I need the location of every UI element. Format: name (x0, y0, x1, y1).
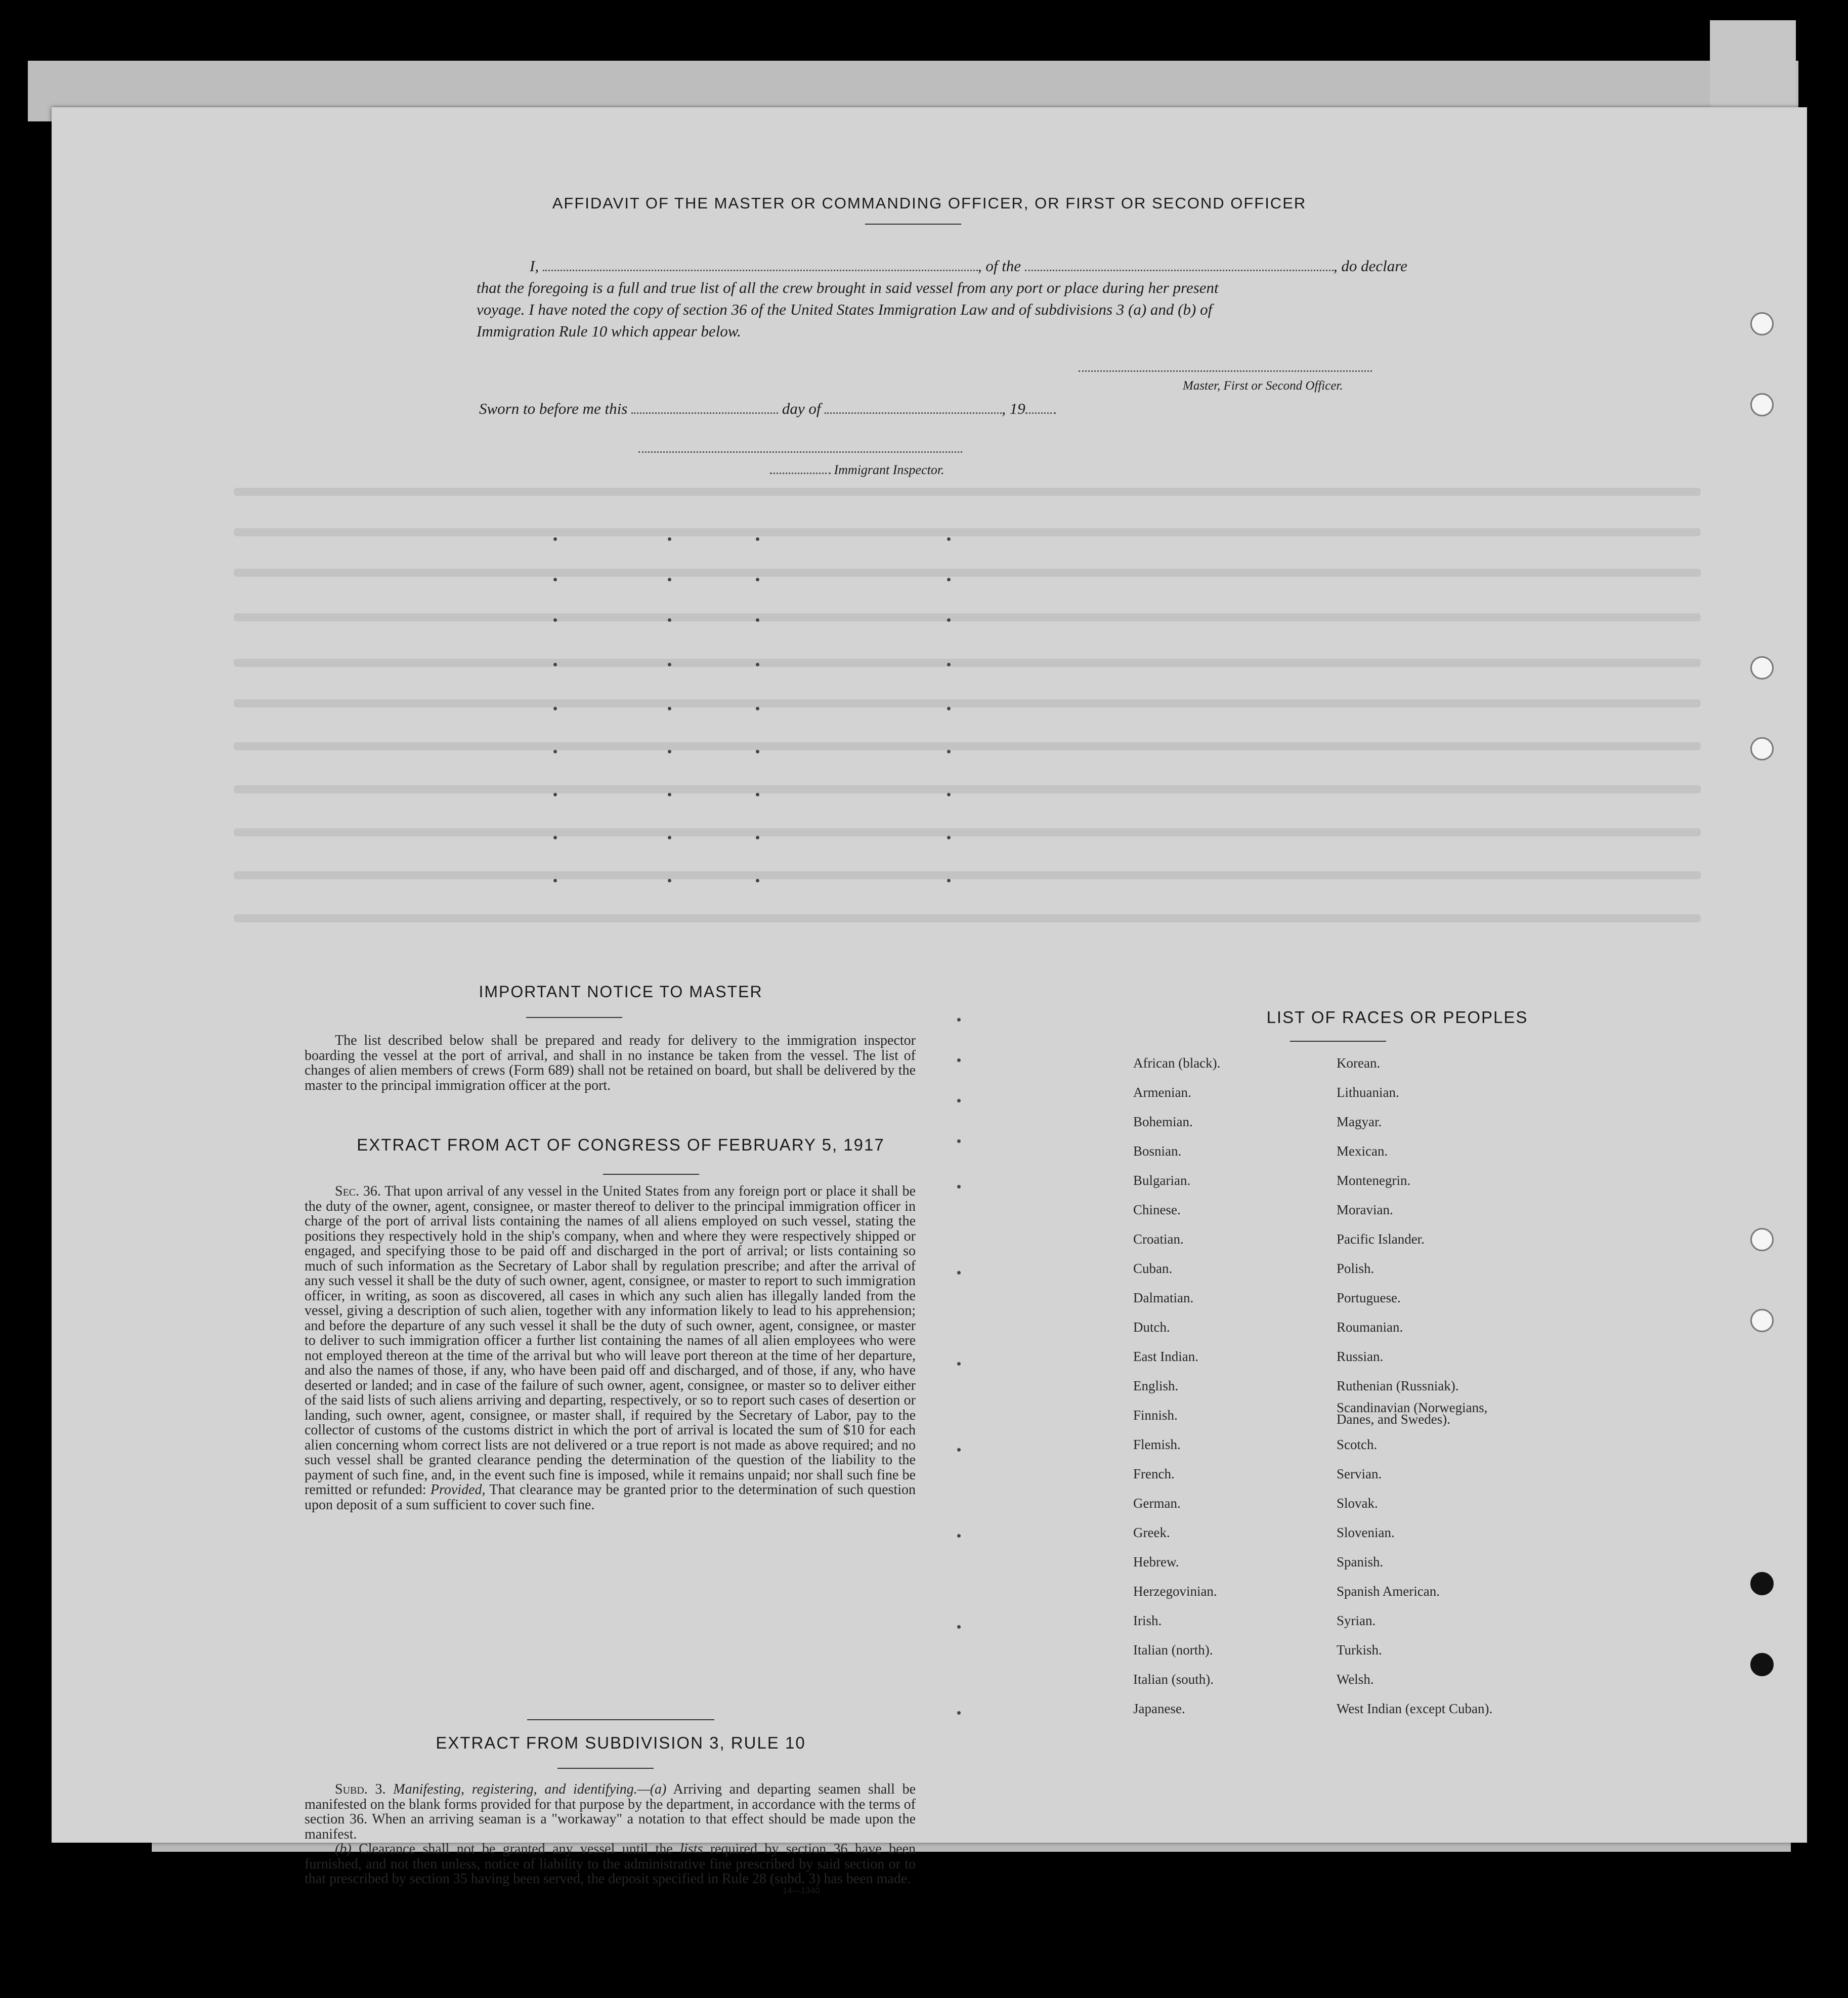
race-item: Herzegovinian. (1133, 1584, 1217, 1599)
bleed-through-row (234, 914, 1701, 922)
race-item: French. (1133, 1466, 1175, 1481)
speck-mark (957, 1271, 961, 1274)
affidavit-line-1: I, , of the , do declare (530, 257, 1407, 275)
race-item: Scandinavian (Norwegians, Danes, and Swedes). (1337, 1400, 1488, 1427)
speck-mark (957, 1625, 961, 1629)
race-item: Spanish. (1337, 1554, 1384, 1569)
act-title: EXTRACT FROM ACT OF CONGRESS OF FEBRUARY 5, 1917 (357, 1135, 885, 1154)
speck-mark (553, 836, 557, 839)
speck-mark (957, 1139, 961, 1143)
races-title: LIST OF RACES OR PEOPLES (1266, 1008, 1528, 1027)
speck-mark (756, 707, 759, 710)
inspector-signature-field[interactable] (638, 451, 962, 453)
race-item: Moravian. (1337, 1202, 1393, 1217)
race-item: Bosnian. (1133, 1143, 1182, 1159)
vessel-name-field[interactable] (1025, 270, 1334, 271)
speck-mark (756, 879, 759, 882)
race-item: Korean. (1337, 1055, 1381, 1071)
speck-mark (668, 707, 671, 710)
bleed-through-row (234, 659, 1701, 667)
race-item: Finnish. (1133, 1408, 1178, 1423)
punch-hole-icon (1750, 312, 1774, 335)
speck-mark (553, 618, 557, 622)
race-item: Roumanian. (1337, 1320, 1403, 1335)
punch-hole-icon (1750, 1572, 1774, 1595)
speck-mark (957, 1058, 961, 1062)
race-item: German. (1133, 1496, 1181, 1511)
speck-mark (756, 537, 759, 541)
speck-mark (668, 879, 671, 882)
act-section-36: Sec. 36. That upon arrival of any vessel in the United States from any foreign port or place it shall be the duty of the owner, agent, consignee, or master thereof to deliver to the principal immigration officer in charge of the port of arrival lists containing the names of all aliens employed on such vessel, stating the positions they respectively hold in the ship's company, when and where they were respectively shipped or engaged, and specifying those to be paid off and discharged in the port of arrival; or lists containing so much of such information as the Secretary of Labor shall by regulation prescribe; and after the arrival of any such vessel it shall be the duty of such owner, agent, consignee, or master to report to such immigration officer, in writing, as soon as discovered, all cases in which any such alien has illegally landed from the vessel, giving a description of such alien, together with any information likely to lead to his apprehension; and before the departure of any such vessel it shall be the duty of such owner, agent, consignee, or master to deliver to such immigration officer a further list containing the names of all alien employees who were not employed thereon at the time of the arrival but who will leave port thereon at the time of her departure, and also the names of those, if any, who have been paid off and discharged, and of those, if any, who have deserted or landed; and in case of the failure of such owner, agent, consignee, or master so to deliver either of the said lists of such aliens arriving and departing, respectively, or so to report such cases of desertion or landing, such owner, agent, consignee, or master shall, if required by the Secretary of Labor, pay to the collector of customs of the customs district in which the port of arrival is located the sum of $10 for each alien concerning whom correct lists are not delivered or a true report is not made as above required; and no such vessel shall be granted clearance pending the determination of the question of the liability to the payment of such fine, and, in the event such fine is imposed, while it remains unpaid; nor shall such fine be remitted or refunded: Provided, That clearance may be granted prior to the determination of such question upon deposit of a sum sufficient to cover such fine. (305, 1183, 916, 1513)
speck-mark (947, 663, 951, 666)
race-item: Portuguese. (1337, 1290, 1401, 1305)
speck-mark (668, 750, 671, 753)
race-item: East Indian. (1133, 1349, 1198, 1364)
race-item: Pacific Islander. (1337, 1231, 1425, 1247)
race-item: Bulgarian. (1133, 1173, 1191, 1188)
speck-mark (756, 750, 759, 753)
race-item: Turkish. (1337, 1642, 1382, 1657)
rule-subdivision-3: Subd. 3. Manifesting, registering, and identifying.—(a) Arriving and departing seamen shall be manifested on the blank forms provided for that purpose by the department, in accordance with the terms of section 36. When an arriving seaman is a "workaway" a notation to that effect should be made upon the manifest. (b) Clearance shall not be granted any vessel until the lists required by section 36 have been furnished, and not then unless, notice of liability to the administrative fine prescribed by said section or to that prescribed by section 35 having been served, the deposit specified in Rule 28 (subd. 3) has been made. (305, 1781, 916, 1887)
race-item: Lithuanian. (1337, 1085, 1399, 1100)
race-item: Dutch. (1133, 1320, 1170, 1335)
speck-mark (947, 793, 951, 796)
affidavit-line-3: voyage. I have noted the copy of section 36 of the United States Immigration Law and of subdivisions 3 (a) and (b) of (477, 301, 1213, 318)
punch-hole-icon (1750, 1653, 1774, 1676)
affidavit-title-rule (865, 224, 961, 225)
race-item: Syrian. (1337, 1613, 1376, 1628)
bleed-through-row (234, 785, 1701, 793)
race-item: Mexican. (1337, 1143, 1388, 1159)
speck-mark (756, 618, 759, 622)
speck-mark (553, 879, 557, 882)
race-item: African (black). (1133, 1055, 1221, 1071)
speck-mark (756, 793, 759, 796)
race-item: Slovenian. (1337, 1525, 1395, 1540)
race-item: Croatian. (1133, 1231, 1184, 1247)
bleed-through-row (234, 528, 1701, 536)
race-item: Dalmatian. (1133, 1290, 1194, 1305)
act-end-rule (527, 1719, 714, 1720)
master-name-field[interactable] (543, 270, 978, 271)
race-item: Chinese. (1133, 1202, 1181, 1217)
race-item: Hebrew. (1133, 1554, 1179, 1569)
punch-hole-icon (1750, 737, 1774, 760)
speck-mark (957, 1711, 961, 1715)
speck-mark (756, 836, 759, 839)
speck-mark (957, 1362, 961, 1366)
speck-mark (553, 578, 557, 581)
race-item: Servian. (1337, 1466, 1382, 1481)
speck-mark (957, 1185, 961, 1188)
race-item: Spanish American. (1337, 1584, 1440, 1599)
speck-mark (553, 707, 557, 710)
race-item: Ruthenian (Russniak). (1337, 1378, 1459, 1393)
notice-text: The list described below shall be prepared and ready for delivery to the immigration inspector boarding the vessel at the port of arrival, and shall in no instance be taken from the vessel. The list of changes of alien members of crews (Form 689) shall not be retained on board, but shall be delivered by the master to the principal immigration officer at the port. (305, 1033, 916, 1093)
speck-mark (957, 1099, 961, 1102)
speck-mark (957, 1534, 961, 1538)
races-list (1133, 1056, 1639, 1724)
speck-mark (947, 836, 951, 839)
speck-mark (553, 793, 557, 796)
speck-mark (756, 663, 759, 666)
master-signature-label: Master, First or Second Officer. (1183, 379, 1343, 393)
rule-title: EXTRACT FROM SUBDIVISION 3, RULE 10 (436, 1733, 806, 1752)
bleed-through-row (234, 871, 1701, 879)
notice-title: IMPORTANT NOTICE TO MASTER (479, 983, 763, 1001)
race-item: Scotch. (1337, 1437, 1378, 1452)
sworn-day-field[interactable] (631, 412, 778, 414)
sworn-year-field[interactable] (1025, 412, 1056, 414)
speck-mark (668, 663, 671, 666)
speck-mark (947, 750, 951, 753)
race-item: English. (1133, 1378, 1179, 1393)
race-item: Montenegrin. (1337, 1173, 1411, 1188)
race-item: Irish. (1133, 1613, 1162, 1628)
notice-title-rule (526, 1017, 622, 1018)
punch-hole-icon (1750, 393, 1774, 416)
speck-mark (668, 578, 671, 581)
race-item: Magyar. (1337, 1114, 1382, 1129)
sworn-line: Sworn to before me this day of , 19 (479, 400, 1056, 418)
sworn-month-field[interactable] (825, 412, 1002, 414)
speck-mark (756, 578, 759, 581)
sec-36-label: Sec. 36. (335, 1183, 381, 1199)
speck-mark (957, 1018, 961, 1022)
rule-title-rule (557, 1768, 654, 1769)
affidavit-text (477, 255, 1453, 342)
race-item: Italian (north). (1133, 1642, 1213, 1657)
race-item: Flemish. (1133, 1437, 1181, 1452)
speck-mark (947, 879, 951, 882)
bleed-through-row (234, 569, 1701, 577)
bleed-through-row (234, 699, 1701, 707)
speck-mark (947, 578, 951, 581)
act-title-rule (603, 1174, 699, 1175)
race-item: Japanese. (1133, 1701, 1185, 1716)
bleed-through-row (234, 742, 1701, 750)
bleed-through-row (234, 828, 1701, 836)
speck-mark (553, 663, 557, 666)
speck-mark (668, 836, 671, 839)
race-item: Polish. (1337, 1261, 1374, 1276)
punch-hole-icon (1750, 1228, 1774, 1251)
affidavit-title: AFFIDAVIT OF THE MASTER OR COMMANDING OFFICER, OR FIRST OR SECOND OFFICER (552, 194, 1307, 212)
races-title-rule (1290, 1041, 1386, 1042)
race-item: Welsh. (1337, 1672, 1374, 1687)
bleed-through-row (234, 613, 1701, 621)
speck-mark (947, 707, 951, 710)
speck-mark (947, 618, 951, 622)
inspector-signature-label: Immigrant Inspector. (770, 462, 944, 478)
speck-mark (668, 618, 671, 622)
affidavit-line-4: Immigration Rule 10 which appear below. (477, 322, 741, 340)
speck-mark (668, 793, 671, 796)
form-number: 14—1340 (783, 1886, 820, 1895)
race-item: Slovak. (1337, 1496, 1378, 1511)
speck-mark (668, 537, 671, 541)
speck-mark (553, 750, 557, 753)
race-item: Russian. (1337, 1349, 1384, 1364)
punch-hole-icon (1750, 1309, 1774, 1332)
manifest-back-page (52, 107, 1807, 1895)
race-item: Bohemian. (1133, 1114, 1193, 1129)
bleed-through-row (234, 488, 1701, 496)
speck-mark (957, 1448, 961, 1452)
affidavit-line-2: that the foregoing is a full and true list of all the crew brought in said vessel from any port or place during her present (477, 279, 1219, 296)
race-item: West Indian (except Cuban). (1337, 1701, 1493, 1716)
race-item: Cuban. (1133, 1261, 1173, 1276)
race-item: Greek. (1133, 1525, 1170, 1540)
speck-mark (947, 537, 951, 541)
punch-hole-icon (1750, 656, 1774, 679)
race-item: Armenian. (1133, 1085, 1191, 1100)
master-signature-field[interactable] (1079, 370, 1372, 372)
race-item: Italian (south). (1133, 1672, 1214, 1687)
speck-mark (553, 537, 557, 541)
